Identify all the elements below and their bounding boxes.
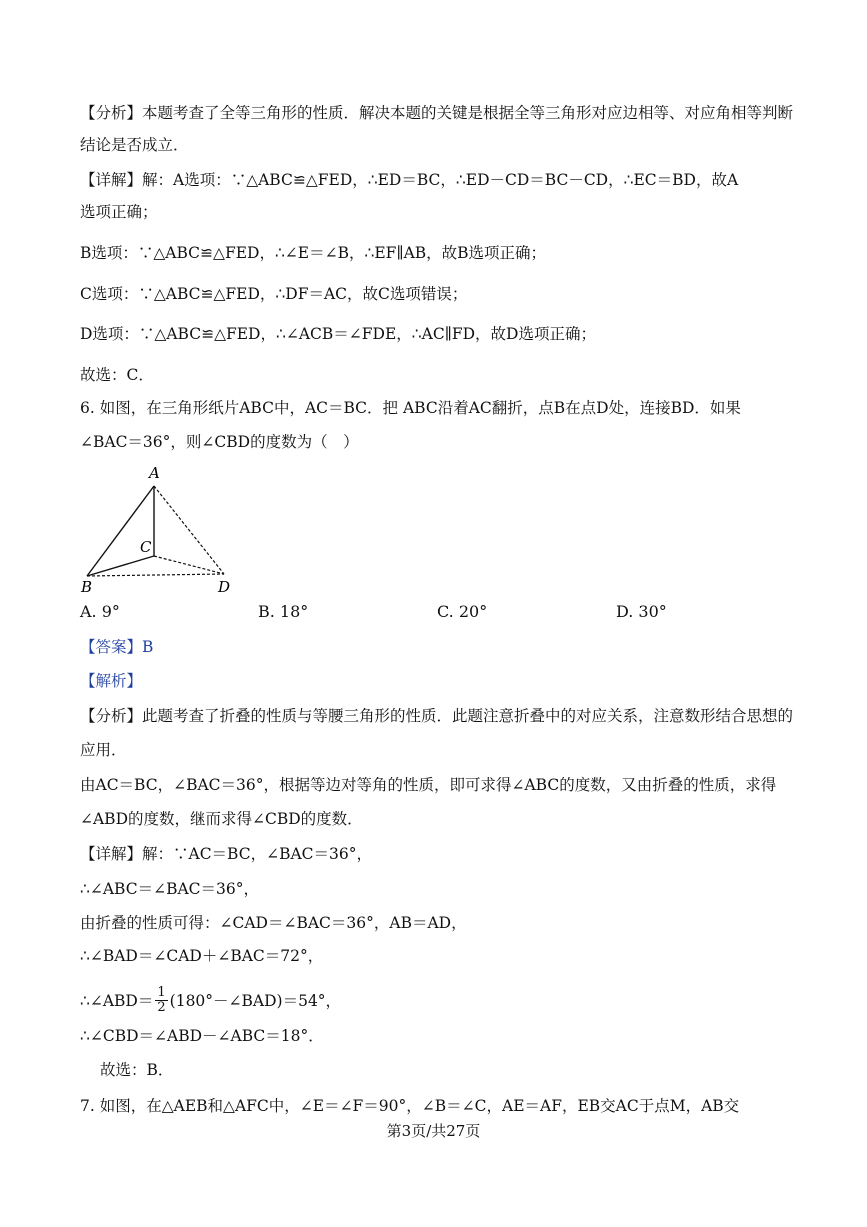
explanation-heading: 【解析】 (80, 672, 143, 690)
analysis-6-line-2: 应用． (80, 741, 127, 759)
option-d: D. 30° (616, 602, 667, 621)
detail-6-line-5-start: ∴∠ABD＝ (80, 991, 154, 1010)
analysis-line-2: 结论是否成立． (80, 136, 189, 154)
analysis-6-line-3: 由AC＝BC，∠BAC＝36°，根据等边对等角的性质，即可求得∠ABC的度数，又由折叠的性质，求得 (80, 776, 777, 794)
label-b: B (81, 578, 93, 596)
option-b-reason: B选项：∵△ABC≌△FED，∴∠E＝∠B，∴EF∥AB，故B选项正确； (80, 244, 547, 262)
detail-6-line-5-end: (180°－∠BAD)＝54°， (169, 991, 342, 1010)
analysis-6-line-4: ∠ABD的度数，继而求得∠CBD的度数． (80, 810, 363, 828)
analysis-line-1: 【分析】本题考查了全等三角形的性质．解决本题的关键是根据全等三角形对应边相等、对应角相等判断 (80, 104, 794, 122)
option-c-reason: C选项：∵△ABC≌△FED，∴DF＝AC，故C选项错误； (80, 285, 468, 303)
detail-6-choice: 故选：B． (100, 1061, 174, 1079)
triangle-figure (72, 458, 242, 598)
fraction-numerator: 1 (157, 985, 166, 1000)
label-a: A (149, 464, 160, 482)
detail-6-line-2: ∴∠ABC＝∠BAC＝36°， (80, 880, 259, 898)
fraction-denominator: 2 (157, 1000, 166, 1015)
detail-6-line-5 (80, 986, 341, 1015)
detail-line-2: 选项正确； (80, 203, 158, 221)
option-b: B. 18° (258, 602, 309, 621)
detail-6-line-6: ∴∠CBD＝∠ABD－∠ABC＝18°． (80, 1027, 324, 1045)
question-6-line-1: 6. 如图，在三角形纸片ABC中，AC＝BC．把 ABC沿着AC翻折，点B在点D处，连接BD．如果 (80, 399, 741, 417)
detail-6-line-3: 由折叠的性质可得：∠CAD＝∠BAC＝36°，AB＝AD， (80, 914, 467, 932)
label-c: C (140, 538, 152, 556)
detail-6-line-1: 【详解】解：∵AC＝BC，∠BAC＝36°， (80, 845, 372, 863)
analysis-6-line-1: 【分析】此题考查了折叠的性质与等腰三角形的性质．此题注意折叠中的对应关系，注意数形结合思想的 (80, 707, 794, 725)
answer-line: 【答案】B (80, 638, 154, 656)
detail-6-line-4: ∴∠BAD＝∠CAD＋∠BAC＝72°， (80, 947, 324, 965)
choice-line: 故选：C． (80, 366, 154, 384)
label-d: D (218, 578, 231, 596)
question-7-line-1: 7. 如图，在△AEB和△AFC中，∠E＝∠F＝90°，∠B＝∠C，AE＝AF，EB交AC于点M，AB交 (80, 1097, 740, 1115)
option-c: C. 20° (437, 602, 488, 621)
fraction-one-half (155, 986, 167, 1015)
option-d-reason: D选项：∵△ABC≌△FED，∴∠ACB＝∠FDE，∴AC∥FD，故D选项正确； (80, 325, 596, 343)
question-6-line-2: ∠BAC＝36°，则∠CBD的度数为（ ） (80, 433, 359, 451)
page-footer: 第3页/共27页 (386, 1122, 481, 1140)
detail-line-1: 【详解】解：A选项：∵△ABC≌△FED，∴ED＝BC，∴ED－CD＝BC－CD，∴EC＝BD，故A (80, 171, 739, 189)
option-a: A. 9° (80, 602, 120, 621)
